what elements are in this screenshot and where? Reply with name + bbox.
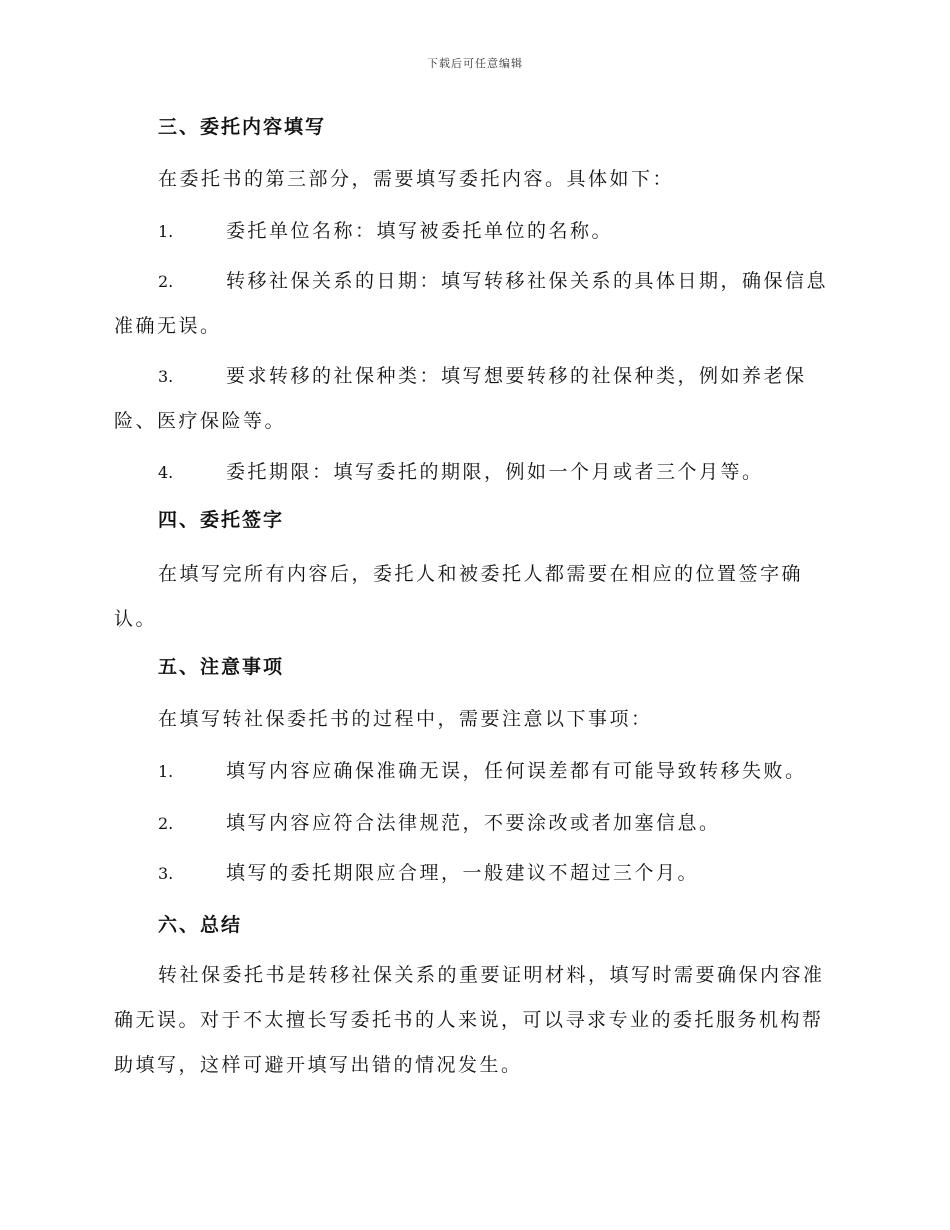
section-4-heading: 四、委托签字 bbox=[158, 509, 285, 531]
section-3-intro: 在委托书的第三部分，需要填写委托内容。具体如下： bbox=[158, 168, 675, 190]
list-item-text: 委托单位名称：填写被委托单位的名称。 bbox=[226, 220, 614, 242]
list-item bbox=[114, 749, 838, 794]
section-6-paragraph: 转社保委托书是转移社保关系的重要证明材料，填写时需要确保内容准确无误。对于不太擅长写委托书的人来说，可以寻求专业的委托服务机构帮助填写，这样可避开填写出错的情况发生。 bbox=[114, 964, 825, 1076]
list-item-text: 要求转移的社保种类：填写想要转移的社保种类，例如养老保险、医疗保险等。 bbox=[114, 365, 807, 432]
section-6-heading: 六、总结 bbox=[158, 914, 243, 936]
section-5-intro: 在填写转社保委托书的过程中，需要注意以下事项： bbox=[158, 708, 653, 730]
list-item-number: 3. bbox=[158, 864, 174, 883]
list-item-number: 1. bbox=[158, 222, 174, 241]
list-item bbox=[114, 450, 838, 495]
list-item-text: 委托期限：填写委托的期限，例如一个月或者三个月等。 bbox=[226, 461, 764, 483]
list-item bbox=[114, 354, 838, 444]
section-3-heading: 三、委托内容填写 bbox=[158, 116, 327, 138]
list-item bbox=[114, 851, 838, 896]
list-item-text: 填写内容应符合法律规范，不要涂改或者加塞信息。 bbox=[226, 812, 721, 834]
list-item bbox=[114, 209, 838, 254]
list-item-text: 转移社保关系的日期：填写转移社保关系的具体日期，确保信息准确无误。 bbox=[114, 270, 829, 337]
list-item-number: 3. bbox=[158, 367, 174, 386]
list-item bbox=[114, 259, 838, 349]
section-5-heading: 五、注意事项 bbox=[158, 656, 285, 678]
list-item-number: 2. bbox=[158, 272, 174, 291]
list-item-number: 4. bbox=[158, 463, 174, 482]
section-4-paragraph: 在填写完所有内容后，委托人和被委托人都需要在相应的位置签字确认。 bbox=[114, 563, 804, 630]
list-item bbox=[114, 801, 838, 846]
page-header: 下载后可任意编辑 bbox=[427, 57, 523, 70]
list-item-number: 2. bbox=[158, 814, 174, 833]
list-item-text: 填写内容应确保准确无误，任何误差都有可能导致转移失败。 bbox=[226, 760, 807, 782]
list-item-text: 填写的委托期限应合理，一般建议不超过三个月。 bbox=[226, 862, 700, 884]
list-item-number: 1. bbox=[158, 762, 174, 781]
